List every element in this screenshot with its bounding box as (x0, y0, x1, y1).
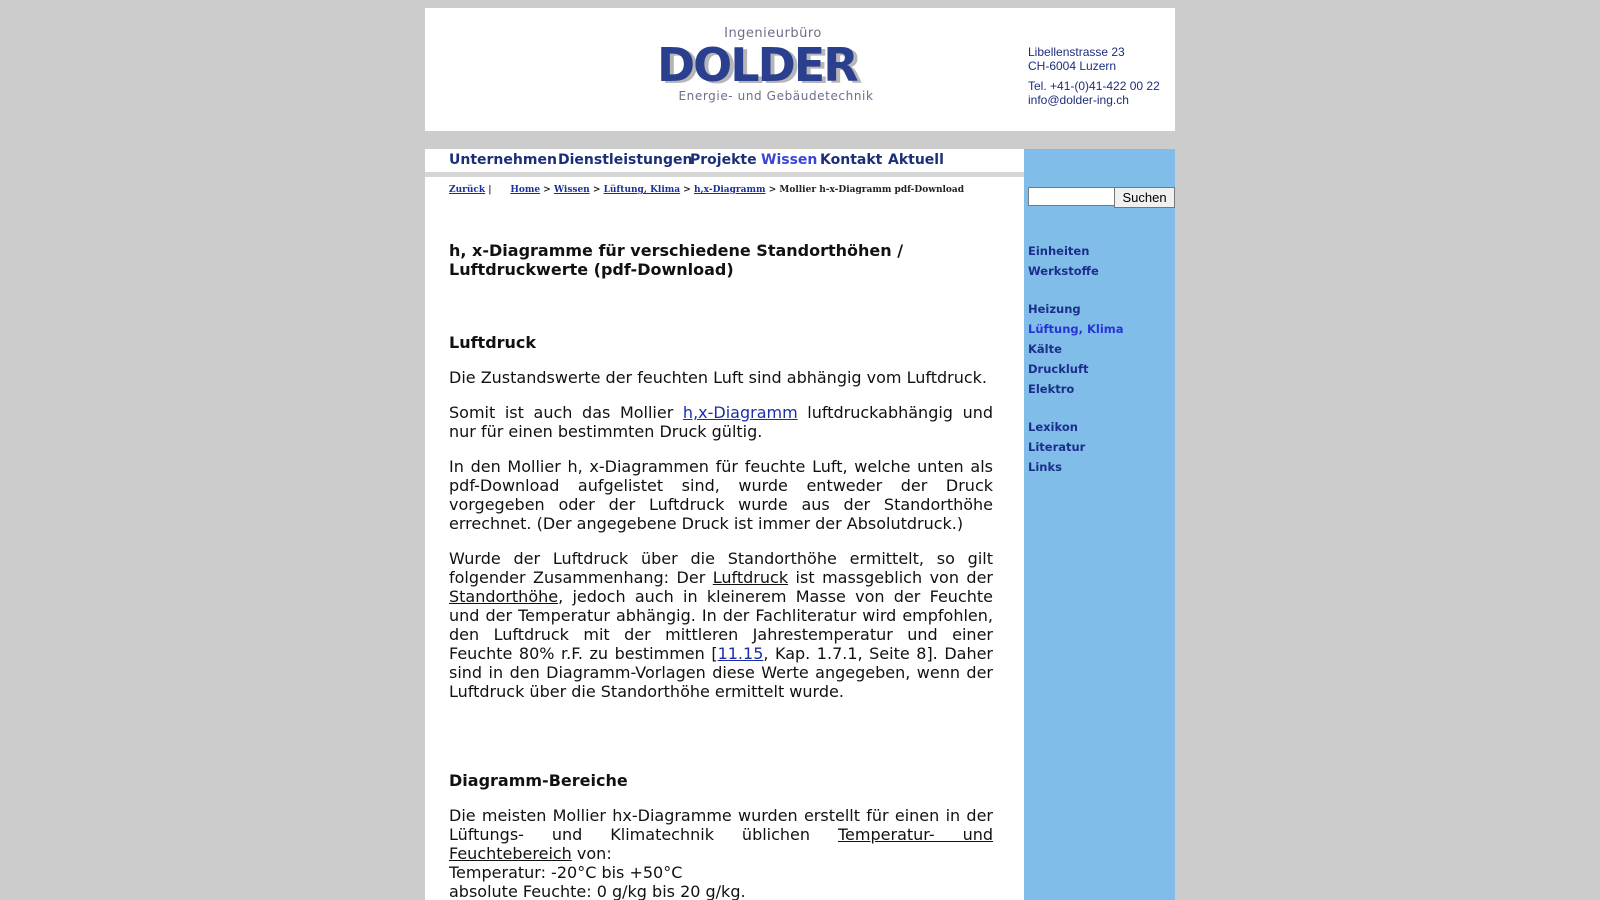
article (449, 241, 993, 900)
breadcrumb (449, 185, 964, 195)
page-title: h, x-Diagramme für verschiedene Standorthöhen / Luftdruckwerte (pdf-Download) (449, 241, 904, 279)
address-city: CH-6004 Luzern (1028, 59, 1117, 73)
breadcrumb-back-link[interactable]: Zurück (449, 185, 486, 195)
breadcrumb-separator: > (592, 185, 601, 195)
address-email[interactable]: info@dolder-ing.ch (1028, 93, 1129, 107)
breadcrumb-hx-link[interactable]: h,x-Diagramm (693, 185, 766, 195)
main-navigation (425, 149, 1024, 177)
address-street: Libellenstrasse 23 (1028, 45, 1125, 59)
breadcrumb-separator: > (768, 185, 777, 195)
section-heading-luftdruck: Luftdruck (449, 333, 537, 352)
nav-item-unternehmen[interactable]: Unternehmen (449, 152, 557, 168)
nav-item-kontakt[interactable]: Kontakt (820, 152, 883, 168)
paragraph: Die Zustandswerte der feuchten Luft sind abhängig vom Luftdruck. (449, 368, 988, 387)
breadcrumb-separator: | (488, 185, 492, 195)
section-heading-diagramm-bereiche: Diagramm-Bereiche (449, 771, 628, 790)
breadcrumb-home-link[interactable]: Home (510, 185, 541, 195)
sidebar-item-werkstoffe[interactable]: Werkstoffe (1028, 264, 1099, 278)
paragraph: In den Mollier h, x-Diagrammen für feuchte Luft, welche unten als pdf-Download aufgelistet sind, wurde entweder der Druck vorgegeben oder der Luftdruck wurde aus der Standorthöhe errechnet. (Der angegebene Druck ist immer der Absolutdruck.) (449, 457, 993, 533)
main-content (425, 177, 1024, 900)
sidebar-item-kaelte[interactable]: Kälte (1028, 342, 1062, 356)
site-header (425, 8, 1175, 131)
search-input[interactable] (1028, 187, 1116, 206)
search-button[interactable]: Suchen (1114, 187, 1175, 208)
company-logo[interactable] (657, 26, 905, 121)
paragraph: Die meisten Mollier hx-Diagramme wurden erstellt für einen in der Lüftungs- und Klimatechnik üblichen Temperatur- und Feuchtebereich von: (449, 806, 994, 863)
paragraph: Somit ist auch das Mollier h,x-Diagramm luftdruckabhängig und nur für einen bestimmten Druck gültig. (449, 403, 994, 441)
sidebar-item-druckluft[interactable]: Druckluft (1028, 362, 1089, 376)
sidebar-item-einheiten[interactable]: Einheiten (1028, 244, 1090, 258)
hx-diagramm-link[interactable]: h,x-Diagramm (682, 403, 798, 422)
paragraph: Wurde der Luftdruck über die Standorthöhe ermittelt, so gilt folgender Zusammenhang: Der Luftdruck ist massgeblich von der Standorthöhe, jedoch auch in kleinerem Masse von der Feuchte und der Temperatur abhängig. In der Fachliteratur wird empfohlen, den Luftdruck mit der mittleren Jahrestemperatur und einer Feuchte 80% r.F. zu bestimmen [11.15, Kap. 1.7.1, Seite 8]. Daher sind in den Diagramm-Vorlagen diese Werte angegeben, wenn der Luftdruck über die Standorthöhe ermittelt wurde. (449, 549, 994, 701)
luftdruck-link[interactable]: Luftdruck (712, 568, 789, 587)
temperatur-feuchte-link[interactable]: Temperatur- und Feuchtebereich (449, 825, 994, 863)
literature-reference-link[interactable]: 11.15 (717, 644, 764, 663)
breadcrumb-current: Mollier h-x-Diagramm pdf-Download (779, 185, 965, 195)
sidebar-item-lexikon[interactable]: Lexikon (1028, 420, 1078, 434)
sidebar-item-lueftung-klima[interactable]: Lüftung, Klima (1028, 322, 1124, 336)
nav-item-projekte[interactable]: Projekte (690, 152, 757, 168)
sidebar-item-elektro[interactable]: Elektro (1028, 382, 1075, 396)
breadcrumb-wissen-link[interactable]: Wissen (553, 185, 590, 195)
contact-address (1028, 45, 1160, 107)
standorthoehe-link[interactable]: Standorthöhe (449, 587, 559, 606)
sidebar-item-literatur[interactable]: Literatur (1028, 440, 1086, 454)
address-phone: Tel. +41-(0)41-422 00 22 (1028, 79, 1160, 93)
sidebar-item-links[interactable]: Links (1028, 460, 1062, 474)
sidebar-item-heizung[interactable]: Heizung (1028, 302, 1081, 316)
logo-wordmark: DOLDER (657, 38, 857, 92)
temperature-range-text: Temperatur: -20°C bis +50°C (449, 863, 683, 882)
nav-item-dienstleistungen[interactable]: Dienstleistungen (558, 152, 693, 168)
nav-item-wissen[interactable]: Wissen (761, 152, 818, 168)
sidebar (1024, 149, 1175, 900)
nav-item-aktuell[interactable]: Aktuell (888, 152, 944, 168)
breadcrumb-separator: > (683, 185, 691, 195)
logo-tagline-top: Ingenieurbüro (724, 26, 822, 41)
breadcrumb-separator: > (543, 185, 551, 195)
humidity-range-text: absolute Feuchte: 0 g/kg bis 20 g/kg. (449, 882, 746, 900)
logo-tagline-bottom: Energie- und Gebäudetechnik (678, 89, 874, 103)
breadcrumb-lueftung-link[interactable]: Lüftung, Klima (603, 185, 681, 195)
